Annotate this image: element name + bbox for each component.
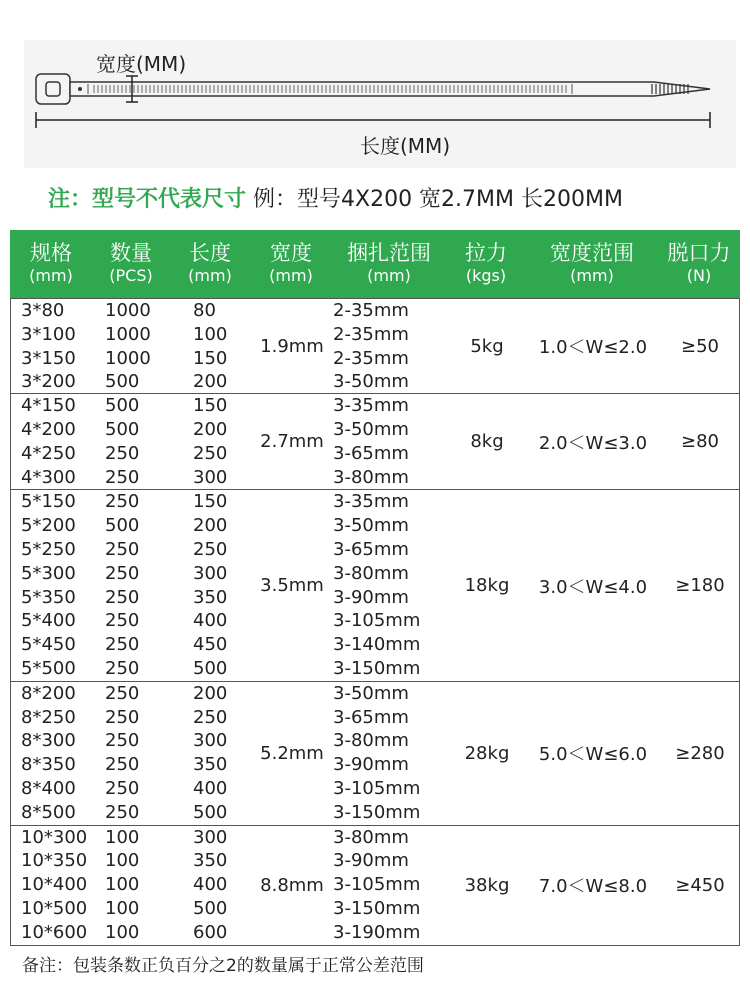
cell-spec: 10*500 xyxy=(21,897,88,919)
cell-spec: 5*150 xyxy=(21,491,76,513)
header-qty: 数量 (PCS) xyxy=(109,241,153,285)
cell-qty: 250 xyxy=(105,801,140,823)
cell-width: 1.9mm xyxy=(260,335,324,357)
cell-qty: 250 xyxy=(105,466,140,488)
cell-spec: 8*400 xyxy=(21,777,76,799)
cell-qty: 250 xyxy=(105,706,140,728)
cell-qty: 1000 xyxy=(105,300,151,321)
header-pull-force: 脱口力 (N) xyxy=(667,241,731,285)
cell-length: 500 xyxy=(193,801,228,823)
cell-bind-range: 3-35mm xyxy=(333,491,409,513)
cell-spec: 5*450 xyxy=(21,634,76,656)
table-group xyxy=(10,490,740,681)
cell-qty: 250 xyxy=(105,562,140,584)
cell-tensile: 28kg xyxy=(464,742,510,764)
cell-bind-range: 2-35mm xyxy=(333,347,409,369)
cell-spec: 5*400 xyxy=(21,610,76,632)
cell-spec: 5*350 xyxy=(21,586,76,608)
cell-spec: 4*200 xyxy=(21,418,76,440)
cell-qty: 250 xyxy=(105,777,140,799)
cell-spec: 4*250 xyxy=(21,442,76,464)
cell-pull-force: ≥280 xyxy=(675,742,725,764)
cell-length: 200 xyxy=(193,682,228,704)
cell-spec: 8*250 xyxy=(21,706,76,728)
cell-length: 300 xyxy=(193,466,228,488)
cell-length: 200 xyxy=(193,418,228,440)
cell-width-range: 5.0＜W≤6.0 xyxy=(538,744,648,766)
cell-length: 200 xyxy=(193,371,228,393)
cell-spec: 5*300 xyxy=(21,562,76,584)
cell-bind-range: 3-150mm xyxy=(333,657,421,679)
cell-spec: 8*300 xyxy=(21,730,76,752)
cell-bind-range: 3-150mm xyxy=(333,801,421,823)
cell-spec: 5*200 xyxy=(21,515,76,537)
spec-table xyxy=(10,230,740,946)
cell-qty: 250 xyxy=(105,682,140,704)
footnote: 备注：包装条数正负百分之2的数量属于正常公差范围 xyxy=(22,956,424,976)
cell-qty: 250 xyxy=(105,610,140,632)
cell-tensile: 5kg xyxy=(470,335,504,357)
cell-qty: 250 xyxy=(105,730,140,752)
cell-length: 400 xyxy=(193,610,228,632)
cell-spec: 10*400 xyxy=(21,874,88,896)
cell-length: 300 xyxy=(193,562,228,584)
cell-bind-range: 3-90mm xyxy=(333,850,409,872)
cell-length: 150 xyxy=(193,491,228,513)
cell-spec: 8*350 xyxy=(21,754,76,776)
cell-qty: 500 xyxy=(105,395,140,417)
header-bind-range: 捆扎范围 (mm) xyxy=(347,241,431,285)
cell-bind-range: 3-105mm xyxy=(333,777,421,799)
cell-bind-range: 3-65mm xyxy=(333,706,409,728)
table-group xyxy=(10,682,740,826)
cell-length: 150 xyxy=(193,347,228,369)
cell-length: 100 xyxy=(193,323,228,345)
cell-length: 80 xyxy=(193,300,216,321)
cell-bind-range: 3-65mm xyxy=(333,442,409,464)
cell-qty: 250 xyxy=(105,657,140,679)
cell-length: 350 xyxy=(193,586,228,608)
cell-qty: 500 xyxy=(105,418,140,440)
header-tensile: 拉力 (kgs) xyxy=(465,241,507,285)
cell-qty: 1000 xyxy=(105,323,151,345)
cell-pull-force: ≥180 xyxy=(675,575,725,597)
cell-qty: 250 xyxy=(105,538,140,560)
cell-length: 250 xyxy=(193,538,228,560)
cell-bind-range: 3-50mm xyxy=(333,371,409,393)
cell-tensile: 8kg xyxy=(470,431,504,453)
cell-bind-range: 3-80mm xyxy=(333,826,409,848)
cell-length: 150 xyxy=(193,395,228,417)
cell-bind-range: 3-80mm xyxy=(333,562,409,584)
cell-length: 300 xyxy=(193,730,228,752)
cell-spec: 4*150 xyxy=(21,395,76,417)
cell-qty: 100 xyxy=(105,874,140,896)
cell-pull-force: ≥50 xyxy=(681,335,719,357)
cell-tensile: 18kg xyxy=(464,575,510,597)
cell-length: 200 xyxy=(193,515,228,537)
table-body xyxy=(10,298,740,946)
cell-length: 250 xyxy=(193,706,228,728)
cell-qty: 1000 xyxy=(105,347,151,369)
cell-spec: 3*100 xyxy=(21,323,76,345)
note-example: 例：型号4X200 宽2.7MM 长200MM xyxy=(246,187,623,212)
cell-width: 2.7mm xyxy=(260,431,324,453)
cell-pull-force: ≥450 xyxy=(675,874,725,896)
table-group xyxy=(10,298,740,394)
cell-spec: 3*200 xyxy=(21,371,76,393)
cell-width-range: 3.0＜W≤4.0 xyxy=(538,576,648,598)
header-spec: 规格 (mm) xyxy=(29,241,73,285)
cell-length: 300 xyxy=(193,826,228,848)
cell-length: 600 xyxy=(193,921,228,943)
cell-qty: 250 xyxy=(105,634,140,656)
cell-length: 500 xyxy=(193,897,228,919)
table-group xyxy=(10,826,740,946)
cell-bind-range: 3-105mm xyxy=(333,874,421,896)
cell-spec: 10*600 xyxy=(21,921,88,943)
cell-bind-range: 3-190mm xyxy=(333,921,421,943)
cell-bind-range: 3-50mm xyxy=(333,418,409,440)
cell-length: 500 xyxy=(193,657,228,679)
table-group xyxy=(10,394,740,490)
cell-bind-range: 3-140mm xyxy=(333,634,421,656)
cell-qty: 250 xyxy=(105,491,140,513)
width-label: 宽度(MM) xyxy=(96,52,187,76)
cell-spec: 3*150 xyxy=(21,347,76,369)
table-header xyxy=(10,230,740,298)
cell-width-range: 1.0＜W≤2.0 xyxy=(538,337,648,359)
cell-spec: 5*250 xyxy=(21,538,76,560)
cell-bind-range: 3-105mm xyxy=(333,610,421,632)
cell-bind-range: 3-50mm xyxy=(333,515,409,537)
cell-spec: 8*500 xyxy=(21,801,76,823)
cell-width: 8.8mm xyxy=(260,874,324,896)
cell-length: 450 xyxy=(193,634,228,656)
cell-qty: 100 xyxy=(105,826,140,848)
cell-spec: 4*300 xyxy=(21,466,76,488)
cell-bind-range: 3-80mm xyxy=(333,730,409,752)
cable-tie-diagram xyxy=(24,40,736,168)
cell-qty: 100 xyxy=(105,850,140,872)
cell-length: 400 xyxy=(193,777,228,799)
cell-tensile: 38kg xyxy=(464,874,510,896)
cell-pull-force: ≥80 xyxy=(681,431,719,453)
note-prefix: 注：型号不代表尺寸 xyxy=(48,187,247,212)
cell-bind-range: 3-65mm xyxy=(333,538,409,560)
cell-bind-range: 3-80mm xyxy=(333,466,409,488)
cell-spec: 5*500 xyxy=(21,657,76,679)
cell-qty: 250 xyxy=(105,754,140,776)
cell-bind-range: 2-35mm xyxy=(333,323,409,345)
cell-qty: 250 xyxy=(105,442,140,464)
cell-width: 3.5mm xyxy=(260,575,324,597)
cell-length: 250 xyxy=(193,442,228,464)
cell-bind-range: 2-35mm xyxy=(333,300,409,321)
cell-width-range: 7.0＜W≤8.0 xyxy=(538,876,648,898)
cell-qty: 100 xyxy=(105,921,140,943)
cell-spec: 8*200 xyxy=(21,682,76,704)
cell-qty: 500 xyxy=(105,371,140,393)
cell-length: 350 xyxy=(193,754,228,776)
header-width: 宽度 (mm) xyxy=(269,241,313,285)
cell-bind-range: 3-35mm xyxy=(333,395,409,417)
cell-bind-range: 3-50mm xyxy=(333,682,409,704)
cell-bind-range: 3-150mm xyxy=(333,897,421,919)
cell-qty: 100 xyxy=(105,897,140,919)
cell-qty: 250 xyxy=(105,586,140,608)
length-label: 长度(MM) xyxy=(360,134,451,158)
cell-length: 350 xyxy=(193,850,228,872)
cell-bind-range: 3-90mm xyxy=(333,754,409,776)
cell-spec: 10*300 xyxy=(21,826,88,848)
cell-spec: 10*350 xyxy=(21,850,88,872)
cell-qty: 500 xyxy=(105,515,140,537)
cell-bind-range: 3-90mm xyxy=(333,586,409,608)
cell-width: 5.2mm xyxy=(260,742,324,764)
header-length: 长度 (mm) xyxy=(188,241,232,285)
cell-spec: 3*80 xyxy=(21,300,65,321)
cell-width-range: 2.0＜W≤3.0 xyxy=(538,432,648,454)
cell-length: 400 xyxy=(193,874,228,896)
header-width-range: 宽度范围 (mm) xyxy=(550,241,634,285)
model-note xyxy=(48,182,623,213)
